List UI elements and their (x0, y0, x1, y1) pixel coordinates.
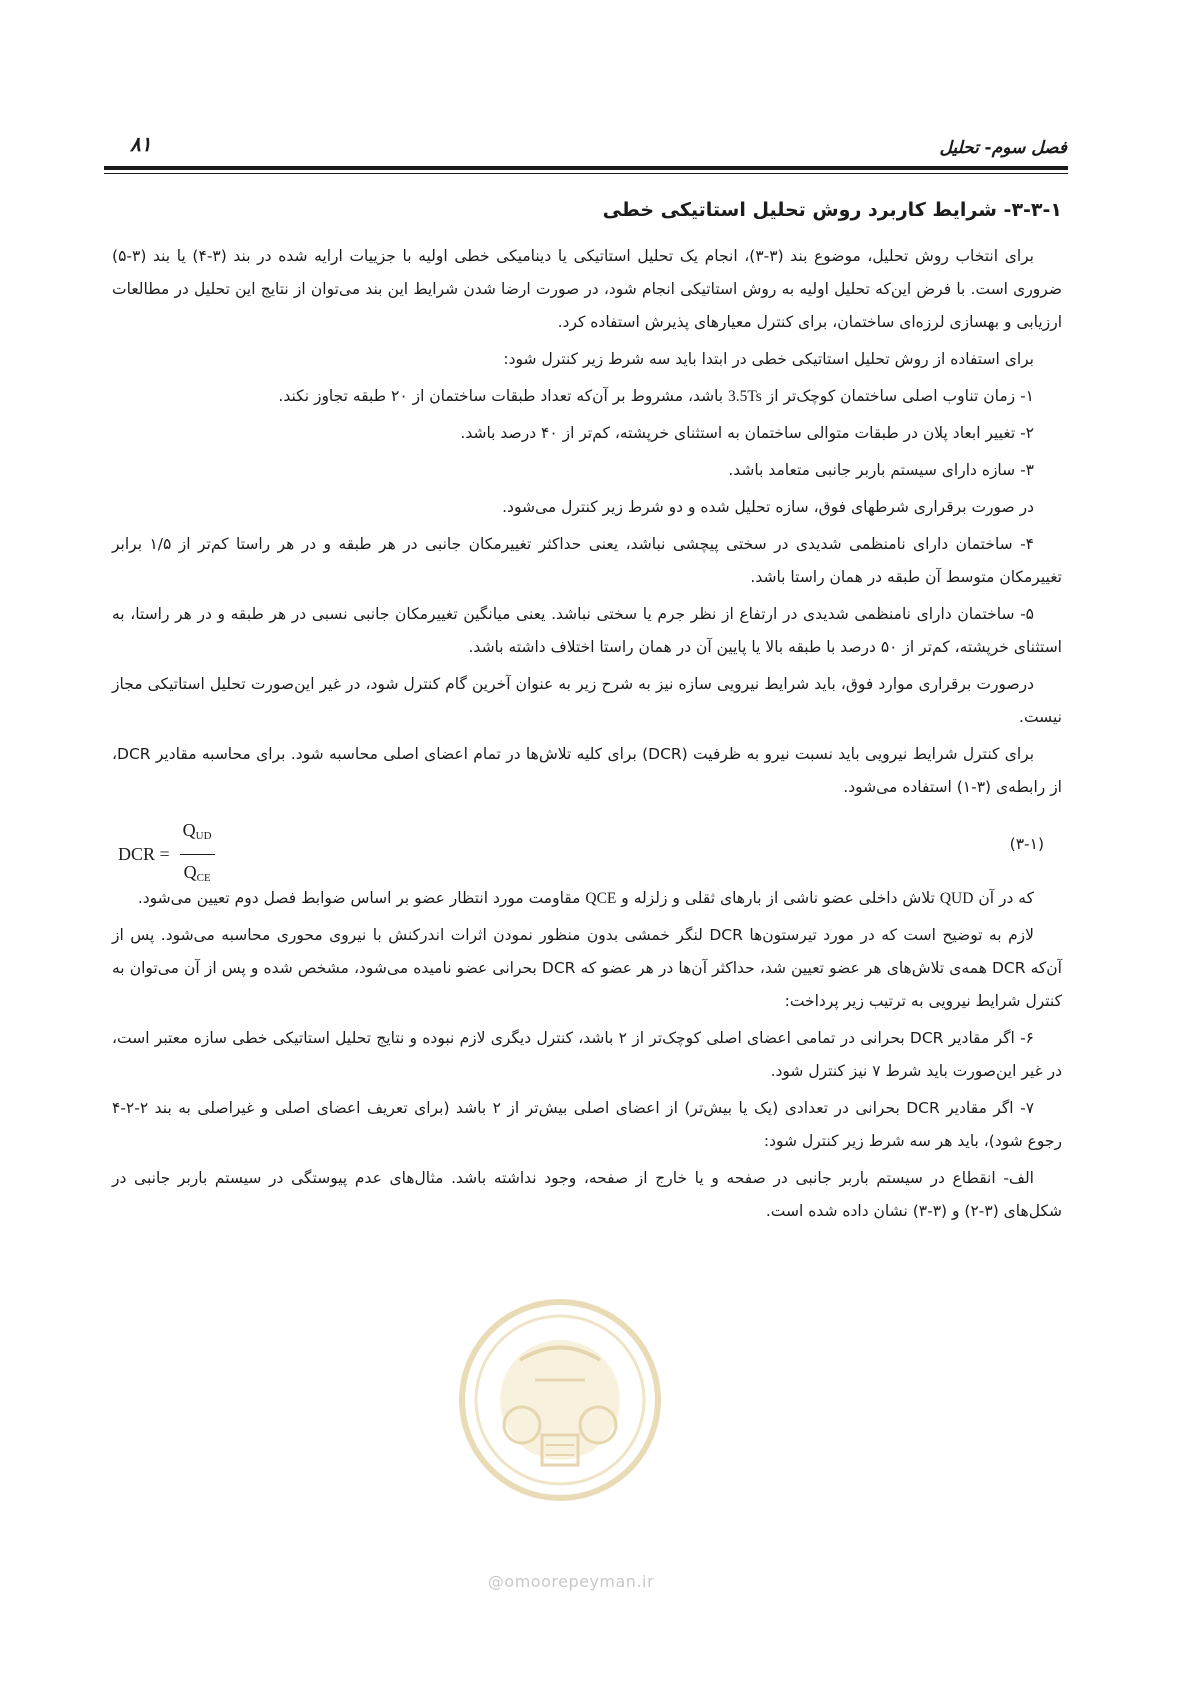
emblem-watermark-icon (450, 1285, 670, 1515)
equation-number: (۳-۱) (1009, 835, 1044, 853)
body-text (112, 188, 1062, 1232)
formula-3-5-ts: 3.5Ts (728, 388, 762, 405)
section-heading: ۳-۳-۱- شرایط کاربرد روش تحلیل استاتیکی خطی (602, 199, 1062, 221)
header-rule-thick (104, 166, 1068, 170)
equation-numerator (180, 814, 215, 855)
paragraph-dcr-explanation: لازم به توضیح است که در مورد تیرستون‌ها DCR لنگر خمشی بدون منظور نمودن اثرات اندرکنش با نیروی محوری محاسبه می‌شود. پس از آن‌که DCR همه‌ی تلاش‌های هر عضو تعیین شد، حداکثر آن‌ها در هر عضو که DCR بحرانی عضو نامیده می‌شود، مشخص شده و پس از آن می‌توان به کنترل شرایط نیرویی به ترتیب زیر پرداخت: (112, 926, 1062, 1010)
condition-item-3: ۳- سازه دارای سیستم باربر جانبی متعامد باشد. (728, 461, 1034, 479)
condition-item-4: ۴- ساختمان دارای نامنظمی شدیدی در سختی پیچشی نباشد، یعنی حداکثر تغییرمکان جانبی در هر طبقه و در هر راستا کم‌تر از ۱/۵ برابر تغییرمکان متوسط آن طبقه در همان راستا باشد. (112, 535, 1062, 586)
condition-item-1 (112, 380, 1062, 413)
paragraph-intro: برای انتخاب روش تحلیل، موضوع بند (۳-۳)، انجام یک تحلیل استاتیکی یا دینامیکی خطی اولیه با جزییات ارایه شده در بند (۳-۴) یا بند (۳-۵) ضروری است. با فرض این‌که تحلیل اولیه به روش استاتیکی انجام شود، در صورت ارضا شدن شرایط این بند می‌توان از نتایج این تحلیل در مطالعات ارزیابی و بهسازی لرزه‌ای ساختمان، برای کنترل معیارهای پذیرش استفاده کرد. (112, 247, 1062, 331)
equation-fraction (180, 814, 215, 895)
paragraph-equation-definitions (112, 882, 1062, 915)
condition-item-2: ۲- تغییر ابعاد پلان در طبقات متوالی ساختمان به استثنای خرپشته، کم‌تر از ۴۰ درصد باشد. (460, 424, 1034, 442)
watermark-url: @omoorepeyman.ir (487, 1572, 655, 1591)
page-number: ۸۱ (130, 132, 152, 156)
condition-1-text-a: ۱- زمان تناوب اصلی ساختمان کوچک‌تر از (761, 387, 1034, 405)
numerator-sub: UD (195, 830, 212, 842)
condition-item-alef: الف- انقطاع در سیستم باربر جانبی در صفحه و یا خارج از صفحه، وجود نداشته باشد. مثال‌های عدم پیوستگی در سیستم باربر جانبی در شکل‌های (۳-۲) و (۳-۳) نشان داده شده است. (112, 1169, 1062, 1220)
definitions-text-b: تلاش داخلی عضو ناشی از بارهای ثقلی و زلزله و (616, 889, 940, 907)
definitions-text-c: مقاومت مورد انتظار عضو بر اساس ضوابط فصل دوم تعیین می‌شود. (137, 889, 586, 907)
paragraph-conditions-intro: برای استفاده از روش تحلیل استاتیکی خطی در ابتدا باید سه شرط زیر کنترل شود: (503, 350, 1034, 368)
symbol-qce: QCE (585, 890, 617, 907)
header-rule-thin (104, 173, 1068, 174)
condition-1-text-b: باشد، مشروط بر آن‌که تعداد طبقات ساختمان از ۲۰ طبقه تجاوز نکند. (278, 387, 729, 405)
equation-denominator (181, 855, 214, 895)
equation-lhs: DCR = (118, 844, 170, 864)
condition-item-5: ۵- ساختمان دارای نامنظمی شدیدی در ارتفاع از نظر جرم یا سختی نباشد. یعنی میانگین تغییرمکان جانبی نسبی در هر طبقه و در هر راستا، به استثنای خرپشته، کم‌تر از ۵۰ درصد با طبقه بالا یا پایین آن در همان راستا اختلاف داشته باشد. (112, 605, 1062, 656)
denominator-sub: CE (196, 872, 211, 884)
condition-item-6: ۶- اگر مقادیر DCR بحرانی در تمامی اعضای اصلی کوچک‌تر از ۲ باشد، کنترل دیگری لازم نبوده و نتایج تحلیل استاتیکی خطی سازه معتبر است، در غیر این‌صورت باید شرط ۷ نیز کنترل شود. (112, 1029, 1062, 1080)
symbol-qud: QUD (939, 890, 974, 907)
paragraph-force-conditions: درصورت برقراری موارد فوق، باید شرایط نیرویی سازه نیز به شرح زیر به عنوان آخرین گام کنترل شود، در غیر این‌صورت تحلیل استاتیکی مجاز نیست. (112, 675, 1062, 726)
paragraph-dcr-intro: برای کنترل شرایط نیرویی باید نسبت نیرو به ظرفیت (DCR) برای کلیه تلاش‌ها در تمام اعضای اصلی محاسبه شود. برای محاسبه مقادیر DCR، از رابطه‌ی (۳-۱) استفاده می‌شود. (112, 745, 1062, 796)
numerator-q: Q (182, 820, 196, 840)
equation-formula (118, 814, 215, 895)
equation-3-1 (112, 810, 1062, 884)
condition-item-7: ۷- اگر مقادیر DCR بحرانی در تعدادی (یک یا بیش‌تر) از اعضای اصلی بیش‌تر از ۲ باشد (برای تعریف اعضای اصلی و غیراصلی به بند ۲-۲-۴ رجوع شود)، باید هر سه شرط زیر کنترل شود: (112, 1099, 1062, 1150)
running-header-chapter: فصل سوم- تحلیل (939, 138, 1067, 158)
definitions-text-a: که در آن (973, 889, 1034, 907)
paragraph-after-conditions: در صورت برقراری شرطهای فوق، سازه تحلیل شده و دو شرط زیر کنترل می‌شود. (502, 498, 1034, 516)
denominator-q: Q (183, 862, 197, 882)
